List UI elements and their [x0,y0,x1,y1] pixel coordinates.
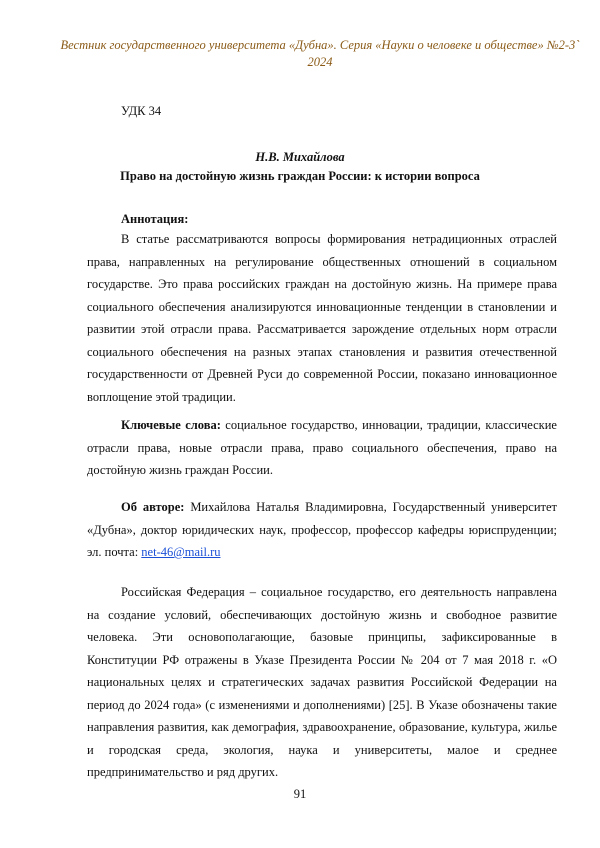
udk-code: УДК 34 [121,104,161,119]
keywords-paragraph [87,414,557,482]
author-email-link[interactable]: net-46@mail.ru [141,545,220,559]
keywords-label: Ключевые слова: [121,418,221,432]
abstract-label: Аннотация: [121,212,188,227]
about-author-label: Об авторе: [121,500,184,514]
about-author-text: Михайлова Наталья Владимировна, Государственный университет «Дубна», доктор юридических наук, профессор, профессор кафедры юриспруденции; эл. почта: [87,500,557,559]
article-title: Право на достойную жизнь граждан России: к истории вопроса [0,169,600,184]
author-name: Н.В. Михайлова [0,150,600,165]
page-number: 91 [0,787,600,802]
document-page [0,0,600,848]
body-paragraph: Российская Федерация – социальное государство, его деятельность направлена на создание условий, обеспечивающих достойную жизнь и свободное развитие человека. Эти основополагающие, базовые принципы, зафиксированные в Конституции РФ отражены в Указе Президента России № 204 от 7 мая 2018 г. «О национальных целях и стратегических задачах развития Российской Федерации на период до 2024 года» (с изменениями и дополнениями) [25]. В Указе обозначены такие направления развития, как демография, здравоохранение, образование, культура, жилье и городская среда, экология, наука и университеты, малое и среднее предпринимательство и ряд других. [87,581,557,784]
journal-header: Вестник государственного университета «Дубна». Серия «Науки о человеке и обществе» №2-3` 2024 [60,37,580,71]
abstract-text: В статье рассматриваются вопросы формирования нетрадиционных отраслей права, направленных на регулирование общественных отношений в социальном государстве. Это права российских граждан на достойную жизнь. На примере права социального обеспечения анализируются инновационные тенденции в становлении и развитии этой отрасли права. Рассматривается зарождение отдельных норм отрасли социального обеспечения на разных этапах становления и развития отечественной государственности от Древней Руси до современной России, показано инновационное воплощение этой традиции. [87,228,557,408]
about-author-paragraph [87,496,557,564]
keywords-text: социальное государство, инновации, традиции, классические отрасли права, новые отрасли права, право социального обеспечения, право на достойную жизнь граждан России. [87,418,557,477]
